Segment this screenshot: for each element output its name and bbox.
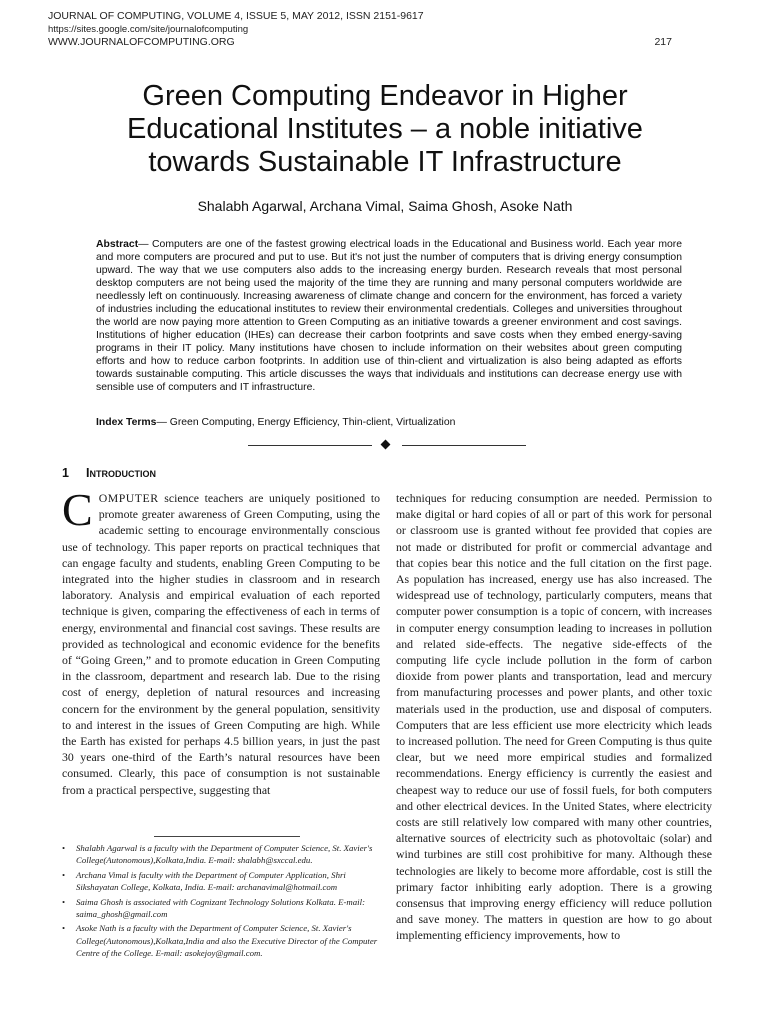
diamond-icon — [381, 440, 391, 450]
divider-line-left — [248, 445, 372, 446]
divider-line-right — [402, 445, 526, 446]
paper-title — [40, 80, 730, 179]
index-terms — [96, 417, 682, 428]
index-terms-label: Index Terms — [96, 417, 157, 428]
section-number: 1 — [62, 466, 69, 480]
intro-left-text: science teachers are uniquely positioned to promote greater awareness of Green Computing, using the academic setting to encourage environmentally conscious use of technology. This paper reports on practical techniques that can engage faculty and students, enabling Green Computing to be integrated into the higher studies in classroom and in research laboratory. Analysis and empirical evaluation of each reported technique is given, comparing the effectiveness of each in terms of energy, environmental and financial cost savings. These results are provided as technological and economic evidence for the benefits of “Going Green,” and to promote education in Green Computing in the classroom, department and research lab. Due to the rising cost of energy, depletion of natural resources and increasing concern for the environment by the general population, sensitivity to and interest in the issues of Green Computing are high. While the Earth has existed for perhaps 4.5 billion years, in just the past 30 years one-third of the Earth’s natural resources have been consumed. Clearly, this pace of consumption is not sustainable from a practical perspective, suggesting that — [62, 491, 380, 797]
section-divider — [248, 440, 526, 452]
intro-left-column — [62, 490, 380, 820]
journal-url-link[interactable]: https://sites.google.com/site/journalofcomputing — [48, 24, 249, 35]
index-terms-text: — Green Computing, Energy Efficiency, Thin-client, Virtualization — [156, 417, 456, 428]
drop-cap: C — [62, 490, 93, 535]
title-line-3: towards Sustainable IT Infrastructure — [148, 146, 622, 178]
abstract-text: — Computers are one of the fastest growing electrical loads in the Educational and Business world. Each year more and more computers are procured and put to use. But it's not just the number of computers that is driving energy consumption upward. The way that we use computers also adds to the increasing energy burden. Research reveals that most personal desktop computers are not being used the majority of the time they are running and many personal computers worldwide are needlessly left on continuously. Increasing awareness of climate change and concern for the environment, has forced a variety of industries including the educational institutes to review their environmental credentials. Colleges and universities throughout the world are now paying more attention to Green Computing as an initiative towards a greener environment and cost savings. Institutions of higher education (IHEs) can decrease their carbon footprints and save costs when they embed energy-saving programs in their IT policy. Many institutions have chosen to include information on their websites about green computing efforts and how to reduce carbon footprints. In addition use of thin-client and virtualization is also being adapted as efforts towards sustainable computing. This article discusses the ways that individuals and institutions can decrease energy use with sensible use of computers and IT infrastructure. — [96, 239, 682, 393]
footnote-rule — [154, 836, 300, 837]
title-line-1: Green Computing Endeavor in Higher — [142, 80, 628, 112]
section-title: Introduction — [86, 466, 156, 480]
authors: Shalabh Agarwal, Archana Vimal, Saima Ghosh, Asoke Nath — [197, 198, 573, 214]
intro-right-column — [396, 490, 712, 970]
abstract — [96, 238, 682, 394]
journal-website-link[interactable]: WWW.JOURNALOFCOMPUTING.ORG — [48, 36, 235, 48]
page-number: 217 — [654, 36, 672, 48]
intro-right-text: techniques for reducing consumption are needed. Permission to make digital or hard copies of all or part of this work for personal or classroom use is granted without fee provided that copies are not made or distributed for profit or commercial advantage and that copies bear this notice and the full citation on the first page. As population has increased, energy use has also increased. The widespread use of technology, particularly computers, means that computer power consumption is a topic of concern, with increases in computer energy consumption leading to increases in pollution and related side-effects. The negative side-effects of the computing life cycle include pollution in the form of carbon dioxide from power plants and transportation, lead and mercury from manufacturing processes and power plants, and other toxic materials used in the production, use and disposal of computers. Computers that are less efficient use more electricity which leads to increased pollution. The need for Green Computing is thus quite clear, but we need more empirical studies and formalized recommendations. Energy efficiency is currently the easiest and cheapest way to reduce our use of fossil fuels, for both computers and other electrical devices. In the United States, where electricity costs are still relatively low compared with many other countries, alternative sources of electricity such as photovoltaic (solar) and wind turbines are still cost prohibitive for many. Although these technologies are likely to become more affordable, cost is still the primary factor inhibiting early adoption. There is a growing consensus that improving energy efficiency will reduce pollution and save money. The matters in question are how to go about implementing efficiency improvements, how to — [396, 491, 712, 943]
intro-lead-word: OMPUTER — [98, 491, 159, 505]
journal-header: JOURNAL OF COMPUTING, VOLUME 4, ISSUE 5, MAY 2012, ISSN 2151-9617 — [48, 10, 424, 22]
author-footnotes — [62, 842, 382, 962]
footnote-item: • Shalabh Agarwal is a faculty with the Department of Computer Science, St. Xavier's College(Autonomous),Kolkata,India. E-mail: shalabh@sxccal.edu. — [62, 842, 382, 867]
footnote-item: • Saima Ghosh is associated with Cognizant Technology Solutions Kolkata. E-mail: saima_ghosh@gmail.com — [62, 896, 382, 921]
abstract-label: Abstract — [96, 239, 139, 250]
footnote-item: • Archana Vimal is faculty with the Department of Computer Application, Shri Sikshayatan College, Kolkata, India. E-mail: archanavimal@hotmail.com — [62, 869, 382, 894]
title-line-2: Educational Institutes – a noble initiative — [127, 113, 643, 145]
footnote-item: • Asoke Nath is a faculty with the Department of Computer Science, St. Xavier's College(Autonomous),Kolkata,India and also the Executive Director of the Computer Centre of the College. E-mail: asokejoy@gmail.com. — [62, 922, 382, 959]
